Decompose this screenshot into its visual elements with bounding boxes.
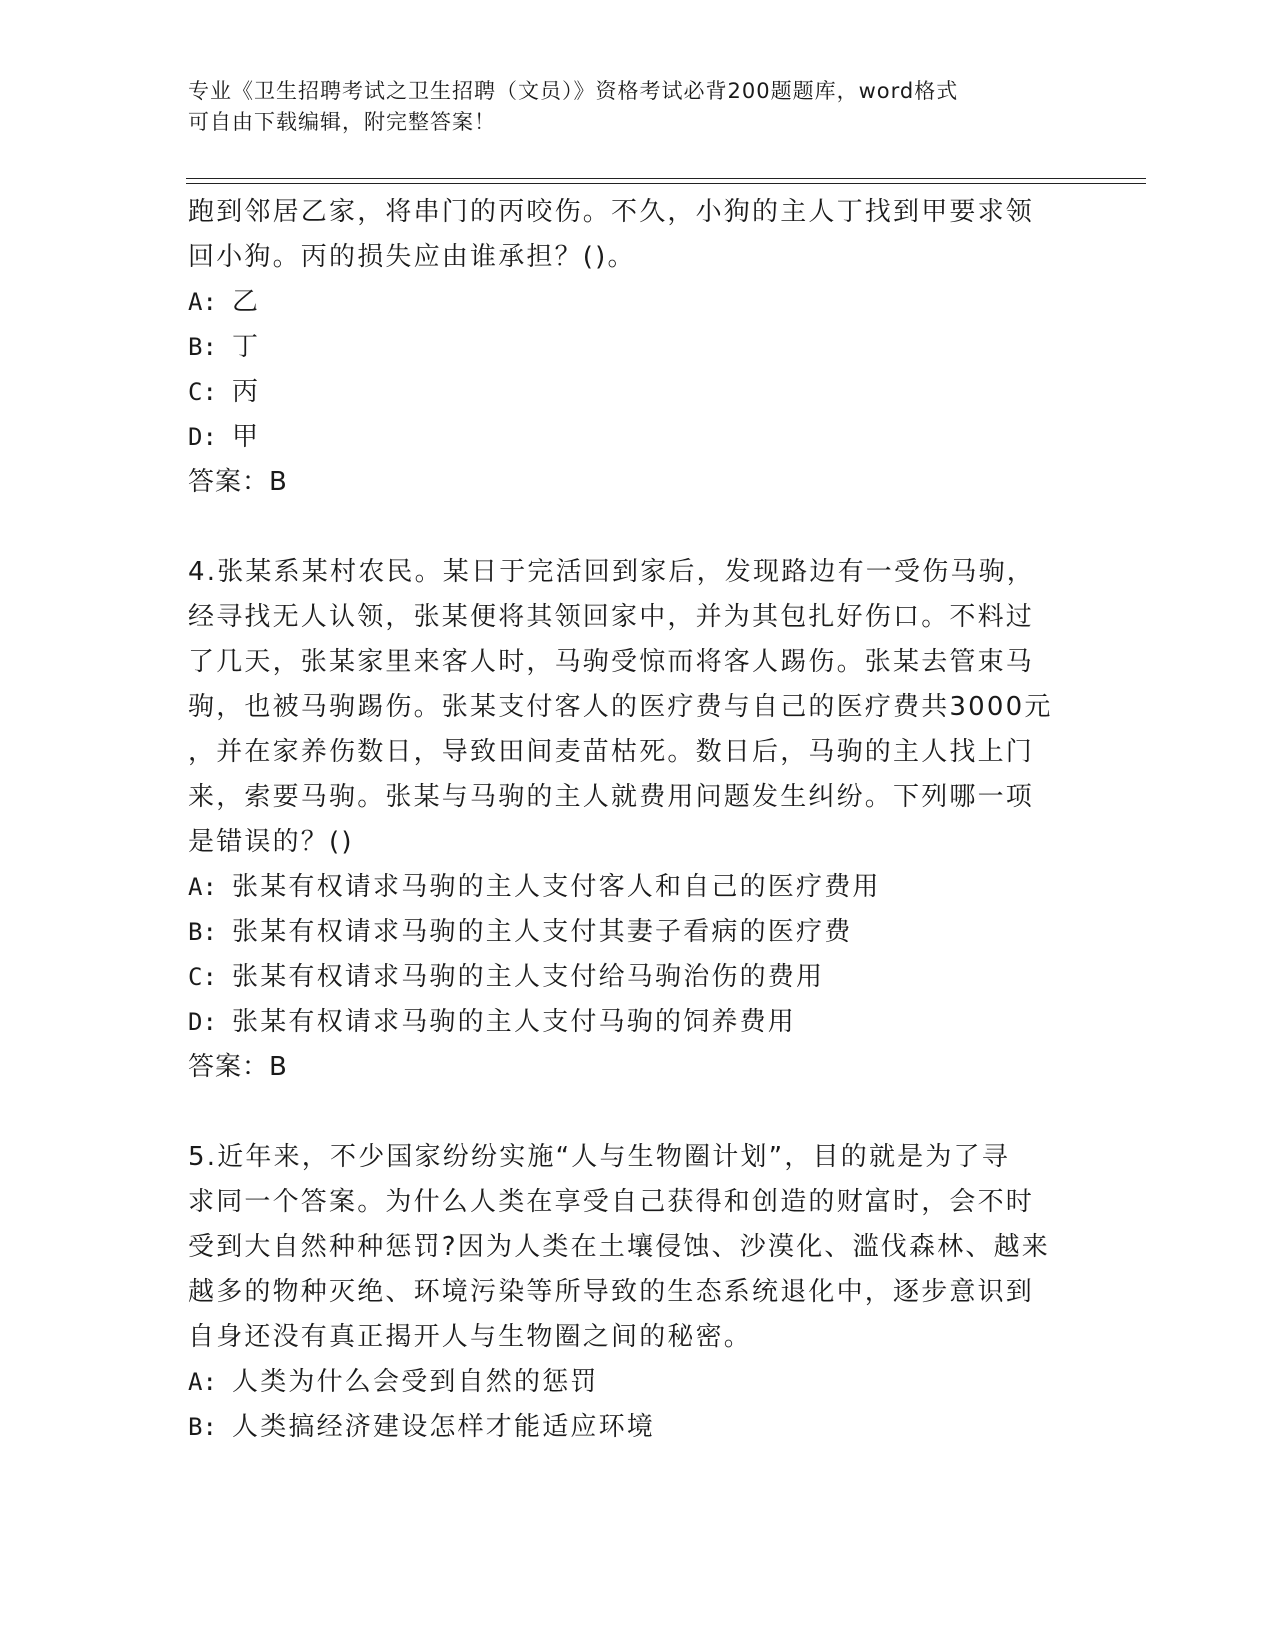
question-text-line: 是错误的？() xyxy=(188,827,354,857)
option-a xyxy=(188,280,1088,325)
question-4 xyxy=(188,550,1088,1090)
spacer xyxy=(188,1090,1088,1135)
option-key: B: xyxy=(188,918,217,946)
option-key: B: xyxy=(188,333,217,361)
option-key: C: xyxy=(188,963,217,991)
option-key: D: xyxy=(188,1008,217,1036)
option-text: 人类搞经济建设怎样才能适应环境 xyxy=(232,1412,656,1442)
question-text-line: 跑到邻居乙家，将串门的丙咬伤。不久，小狗的主人丁找到甲要求领 xyxy=(188,197,1035,227)
option-key: A: xyxy=(188,1368,217,1396)
answer-line: 答案：B xyxy=(188,467,288,497)
question-text-line: 了几天，张某家里来客人时，马驹受惊而将客人踢伤。张某去管束马 xyxy=(188,647,1035,677)
option-text: 张某有权请求马驹的主人支付其妻子看病的医疗费 xyxy=(232,917,853,947)
header-divider-bottom xyxy=(186,183,1146,184)
question-3 xyxy=(188,190,1088,505)
option-a xyxy=(188,865,1088,910)
answer-line: 答案：B xyxy=(188,1052,288,1082)
option-c xyxy=(188,955,1088,1000)
question-text-line: 来，索要马驹。张某与马驹的主人就费用问题发生纠纷。下列哪一项 xyxy=(188,782,1035,812)
question-text-line: 驹，也被马驹踢伤。张某支付客人的医疗费与自己的医疗费共3000元 xyxy=(188,692,1053,722)
option-text: 乙 xyxy=(232,287,261,317)
document-body xyxy=(188,190,1088,1450)
question-text-line: 求同一个答案。为什么人类在享受自己获得和创造的财富时，会不时 xyxy=(188,1187,1035,1217)
option-key: A: xyxy=(188,873,217,901)
question-text-line: 受到大自然种种惩罚?因为人类在土壤侵蚀、沙漠化、滥伐森林、越来 xyxy=(188,1232,1051,1262)
option-d xyxy=(188,415,1088,460)
option-b xyxy=(188,910,1088,955)
question-text-line: 自身还没有真正揭开人与生物圈之间的秘密。 xyxy=(188,1322,753,1352)
header-line-1: 专业《卫生招聘考试之卫生招聘（文员）》资格考试必背200题题库，word格式 xyxy=(188,79,959,103)
option-key: A: xyxy=(188,288,217,316)
option-key: D: xyxy=(188,423,217,451)
header-line-2: 可自由下载编辑，附完整答案！ xyxy=(188,110,496,134)
option-key: B: xyxy=(188,1413,217,1441)
option-c xyxy=(188,370,1088,415)
spacer xyxy=(188,505,1088,550)
option-text: 人类为什么会受到自然的惩罚 xyxy=(232,1367,599,1397)
question-text-line: 5.近年来，不少国家纷纷实施“人与生物圈计划”，目的就是为了寻 xyxy=(188,1142,1010,1172)
option-b xyxy=(188,1405,1088,1450)
question-text-line: 越多的物种灭绝、环境污染等所导致的生态系统退化中，逐步意识到 xyxy=(188,1277,1035,1307)
option-text: 张某有权请求马驹的主人支付马驹的饲养费用 xyxy=(232,1007,797,1037)
option-key: C: xyxy=(188,378,217,406)
option-a xyxy=(188,1360,1088,1405)
option-b xyxy=(188,325,1088,370)
header-divider-top xyxy=(186,178,1146,179)
option-text: 甲 xyxy=(232,422,261,452)
option-text: 丙 xyxy=(232,377,261,407)
option-text: 丁 xyxy=(232,332,261,362)
question-text-line: ，并在家养伤数日，导致田间麦苗枯死。数日后，马驹的主人找上门 xyxy=(188,737,1035,767)
question-text-line: 4.张某系某村农民。某日于完活回到家后，发现路边有一受伤马驹， xyxy=(188,557,1036,587)
question-text-line: 回小狗。丙的损失应由谁承担？()。 xyxy=(188,242,636,272)
document-header xyxy=(188,76,1068,138)
option-text: 张某有权请求马驹的主人支付客人和自己的医疗费用 xyxy=(232,872,881,902)
question-5 xyxy=(188,1135,1088,1450)
option-text: 张某有权请求马驹的主人支付给马驹治伤的费用 xyxy=(232,962,825,992)
question-text-line: 经寻找无人认领，张某便将其领回家中，并为其包扎好伤口。不料过 xyxy=(188,602,1035,632)
option-d xyxy=(188,1000,1088,1045)
